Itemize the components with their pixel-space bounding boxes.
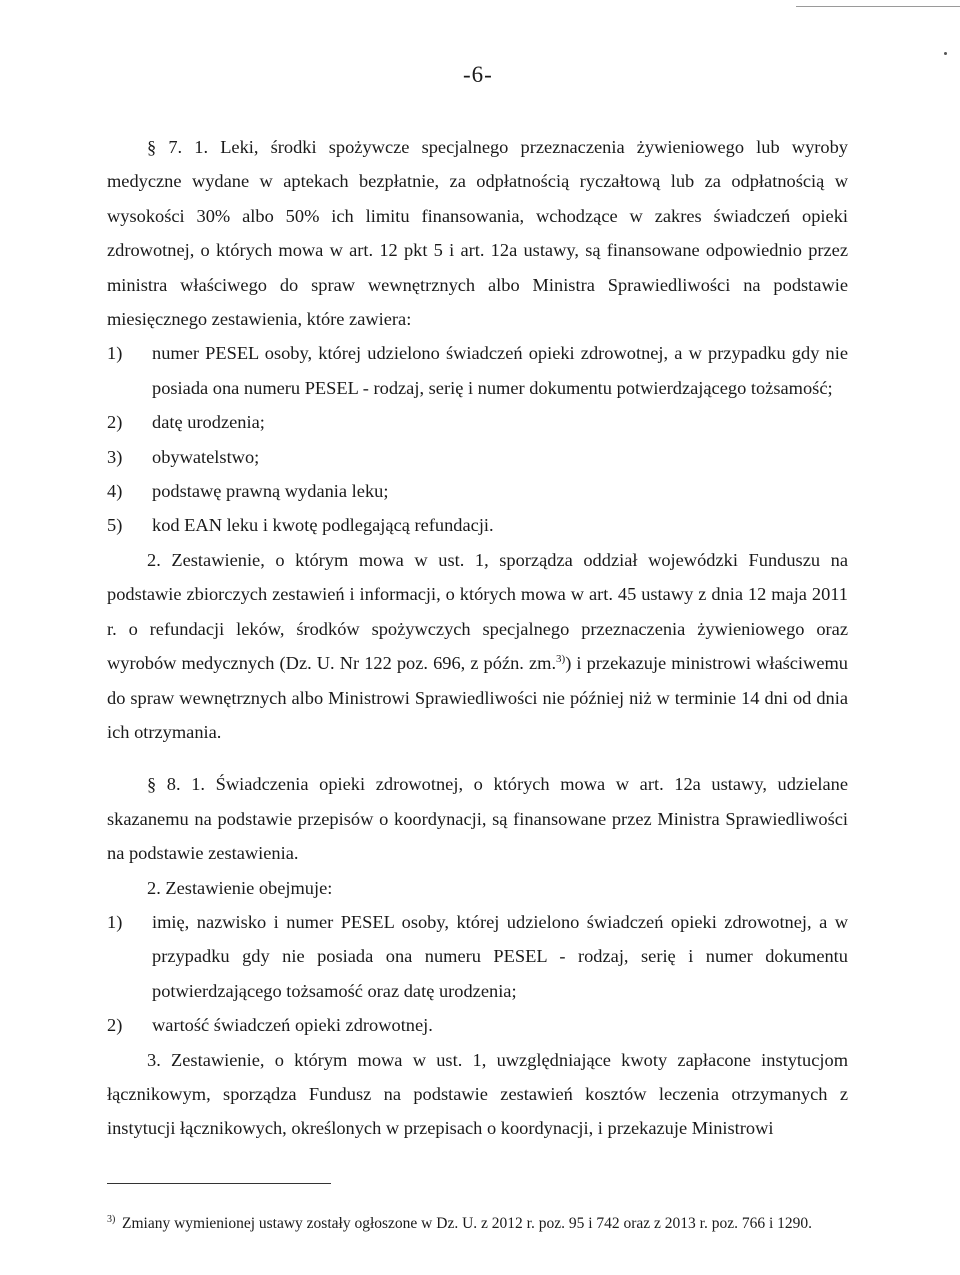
scan-speck — [944, 52, 947, 55]
footnote-reference: 3) — [556, 652, 566, 665]
footnote-separator — [107, 1183, 331, 1184]
list-item-number: 5) — [107, 515, 123, 536]
list-item-text: imię, nazwisko i numer PESEL osoby, której udzielono świadczeń opieki zdrowotnej, a w przypadku gdy nie posiada ona numeru PESEL - rodzaj, serię i numer dokumentu potwierdzającego tożsamość oraz datę urodzenia; — [152, 911, 848, 1001]
list-item — [107, 405, 848, 439]
section-7-paragraph-1 — [107, 130, 848, 336]
list-item — [107, 508, 848, 542]
list-item-text: numer PESEL osoby, której udzielono świadczeń opieki zdrowotnej, a w przypadku gdy nie posiada ona numeru PESEL - rodzaj, serię i numer dokumentu potwierdzającego tożsamość; — [152, 343, 848, 398]
list-item — [107, 474, 848, 508]
section-7-paragraph-2-tail: ) i przekazuje ministrowi właściwemu do spraw wewnętrznych albo Ministrowi Sprawiedliwości nie później niż w terminie 14 dni od dnia ich otrzymania. — [107, 653, 848, 742]
list-item-text: kod EAN leku i kwotę podlegającą refundacji. — [152, 515, 494, 536]
section-7-heading: § 7. 1. — [147, 137, 209, 157]
list-item — [107, 440, 848, 474]
page-number: -6- — [463, 62, 493, 87]
list-item-text: podstawę prawną wydania leku; — [152, 481, 389, 502]
list-item-number: 1) — [107, 343, 123, 364]
list-item-number: 2) — [107, 412, 123, 433]
list-item-number: 3) — [107, 446, 123, 467]
section-8-paragraph-1: § 8. 1. Świadczenia opieki zdrowotnej, o których mowa w art. 12a ustawy, udzielane skazanemu na podstawie przepisów o koordynacji, są finansowane przez Ministra Sprawiedliwości na podstawie zestawienia. — [107, 774, 848, 864]
list-item-text: obywatelstwo; — [152, 446, 260, 467]
list-item — [107, 1008, 848, 1042]
footnote-mark: 3) — [107, 1214, 116, 1225]
list-item-text: wartość świadczeń opieki zdrowotnej. — [152, 1015, 433, 1036]
list-item-number: 4) — [107, 481, 123, 502]
document-body — [107, 130, 848, 1146]
section-7-text: Leki, środki spożywcze specjalnego przeznaczenia żywieniowego lub wyroby medyczne wydane w aptekach bezpłatnie, za odpłatnością ryczałtową lub za odpłatnością w wysokości 30% albo 50% ich limitu finansowania, wchodzące w zakres świadczeń opieki zdrowotnej, o których mowa w art. 12 pkt 5 i art. 12a ustawy, są finansowane odpowiednio przez ministra właściwego do spraw wewnętrznych albo Ministra Sprawiedliwości na podstawie miesięcznego zestawienia, które zawiera: — [107, 137, 848, 330]
list-item — [107, 336, 848, 405]
footnote-text: Zmiany wymienionej ustawy zostały ogłoszone w Dz. U. z 2012 r. poz. 95 i 742 oraz z 2013 r. poz. 766 i 1290. — [122, 1215, 813, 1232]
list-item-number: 2) — [107, 1015, 123, 1036]
section-8-paragraph-3: 3. Zestawienie, o którym mowa w ust. 1, uwzględniające kwoty zapłacone instytucjom łącznikowym, sporządza Fundusz na podstawie zestawień kosztów leczenia otrzymanych z instytucji łącznikowych, określonych w przepisach o koordynacji, i przekazuje Ministrowi — [107, 1049, 848, 1139]
list-item — [107, 905, 848, 1008]
section-7-paragraph-2 — [107, 543, 848, 749]
scan-top-rule — [796, 6, 960, 7]
footnote — [107, 1214, 848, 1234]
section-7-paragraph-2-text: 2. Zestawienie, o którym mowa w ust. 1, sporządza oddział wojewódzki Funduszu na podstawie zbiorczych zestawień i informacji, o których mowa w art. 45 ustawy z dnia 12 maja 2011 r. o refundacji leków, środków spożywczych specjalnego przeznaczenia żywieniowego oraz wyrobów medycznych (Dz. U. Nr 122 poz. 696, z późn. zm. — [107, 549, 848, 674]
list-item-number: 1) — [107, 911, 123, 932]
list-item-text: datę urodzenia; — [152, 412, 265, 433]
section-8-paragraph-2: 2. Zestawienie obejmuje: — [147, 877, 333, 898]
